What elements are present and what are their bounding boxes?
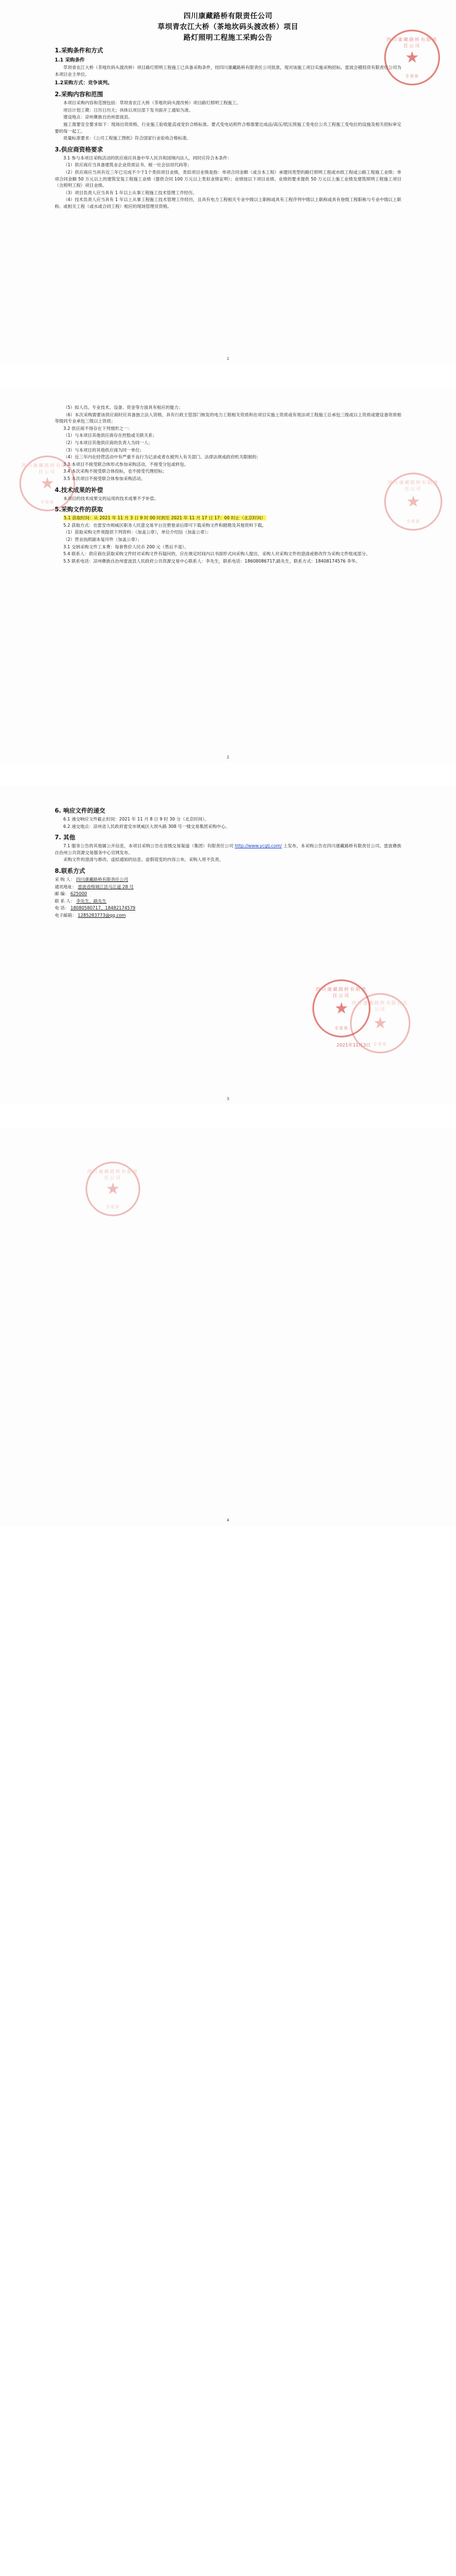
- section-5-paragraph-7: 5.5 联系电话：凉州彝族自治州雷波县人民政府公共资源交易中心联系人：李先生，联系电话：18608086717,路先生，联系方式：18408174576 李华。: [63, 558, 360, 564]
- title-line-2: 草坝青农江大桥（茶地坎码头渡改桥）项目: [157, 22, 299, 31]
- seal-date-stamp: 2021年11月3日: [336, 1043, 370, 1048]
- section-2-paragraph-5: 质量标准要求：《公司工程施工图纸》符合国家行业验收合格标准。: [63, 136, 192, 141]
- document-page-3: [0, 786, 456, 1105]
- section-1-1-heading: 1.1 采购条件: [55, 58, 85, 63]
- seal-star-icon: ★: [406, 492, 421, 511]
- title-line-1: 四川康藏路桥有限责任公司: [183, 11, 272, 20]
- section-3-paragraph-2: （1）供应商应当具备建筑业企业资质证书、税一社会信用代码等；: [63, 162, 192, 168]
- contact-value-postcode: 625000: [70, 891, 87, 897]
- section-3b-paragraph-14: 3.4 本次采购不接受联合体投标，也不接受代理招标；: [63, 469, 167, 474]
- contact-line-email: [55, 912, 401, 919]
- document-page-1: [0, 0, 456, 364]
- contact-line-address: [55, 884, 401, 891]
- section-3-heading: 3.供应商资格要求: [55, 146, 103, 153]
- section-3b-paragraph-6: （5）拟人员、专业技术、设备、资金等方面具有相应的能力；: [63, 405, 183, 410]
- contact-value-address: 雷波省绵城江县马江道 28 号: [78, 884, 134, 889]
- seal-top-text: 四川康藏路桥有限责任公司: [87, 1169, 139, 1180]
- section-3b-paragraph-15: 3.5 本次项目不接受联合体参加采购活动。: [63, 475, 145, 481]
- seal-top-text: 四川康藏路桥有限责任公司: [352, 1000, 409, 1012]
- seal-top-text: 四川康藏路桥有限责任公司: [388, 480, 439, 491]
- section-3b-paragraph-10: （2）与本项目其他供应商的负责人为同一人；: [63, 440, 153, 445]
- section-5-paragraph-4: （2）营业执照副本复印件（加盖公章）；: [63, 536, 142, 542]
- contact-label-person: 联 系 人：: [55, 898, 75, 904]
- page-gap-3: [0, 1105, 456, 1127]
- contact-value-email: 1285283773@qq.com: [78, 912, 126, 918]
- section-4-heading: 4.技术成果的补偿: [55, 486, 103, 494]
- section-3-paragraph-5: （4）技术负责人应当具有 1 年以上从事工程施工技术管理工作经历，且具有电力工程相关专业中级以上职称或具有工程序列中级以上职称或具有登级工程职称与专业中级以上职称、或相关工程（或水或合同工程）相应的现场管理员资格。: [55, 197, 401, 209]
- section-7-paragraph-1-suffix: 上发布，本采购公告在四川康藏路桥有限责任公司、雷波彝族自治州公共资源交易服务中心官网发布。: [55, 843, 401, 855]
- page-number-2: 2: [226, 755, 230, 760]
- seal-star-icon: ★: [334, 999, 349, 1018]
- section-3b-paragraph-13: 3.3 本项目不接受联合体形式参加采购活动，不接受分包或转包。: [63, 461, 189, 467]
- seal-bottom-text: 专用章: [40, 500, 54, 504]
- section-3b-paragraph-7: （6）本次采购需要该供应商时应具备独立法人资格，具有行政主管部门核发的电力工程相关资质和在项目实施上资质或有效法项工程施工总承包三级或以上资质或建设备资质相等级同专业承包三级以上资质；: [55, 412, 401, 424]
- section-3-paragraph-1: 3.1 参与本项目采购活动的供应商应具备中华人民共和国境内法人，同时应符合本条件：: [63, 155, 232, 161]
- section-5-paragraph-6: 5.4 联系人：供应商在获取采购文件时对采购文件有疑问的，应在规定时间内以书面形式向采购人提出，采购人对采购文件的澄清或修改作为采购文件组成部分。: [63, 551, 370, 557]
- seal-top-text: 四川康藏路桥有限责任公司: [386, 37, 438, 48]
- contact-label-address: 通讯地址：: [55, 884, 76, 889]
- contact-line-purchaser: [55, 876, 401, 883]
- page-gap-1: [0, 364, 456, 387]
- contact-value-person: 李先生、路先生: [76, 898, 107, 904]
- contact-value-purchaser: 四川康藏路桥有限责任公司: [76, 876, 128, 882]
- section-3b-paragraph-11: （3）与本项目的其他供应商为同一单位；: [63, 447, 144, 453]
- seal-top-text: 四川康藏路桥有限责任公司: [316, 987, 367, 998]
- acquisition-time-highlight: 5.1 获取时间：从 2021 年 11 月 3 日 9 时 00 时到至 2021 年 11 月 17 日 17：00 时止（北京时间）: [64, 515, 266, 521]
- seal-star-icon: ★: [373, 1014, 388, 1032]
- section-6-heading: 6. 响应文件的递交: [55, 807, 105, 814]
- contact-label-email: 电子邮箱：: [55, 912, 76, 918]
- seal-star-icon: ★: [40, 474, 55, 493]
- section-4-paragraph-1: 本项目的技术成果交的运用的技术成果不予补偿。: [63, 495, 159, 501]
- procurement-website-link[interactable]: http://www.ycglj.com/: [234, 843, 282, 849]
- section-3b-paragraph-12: （4）近三年内在经营活动中有严重不良行为记录或者在被列入有关部门、法律法规或政府机关限制的；: [63, 454, 261, 460]
- document-page-2: [0, 387, 456, 763]
- company-seal-icon: [312, 979, 370, 1037]
- contact-label-purchaser: 采 购 人：: [55, 876, 75, 882]
- seal-top-text: 四川康藏路桥有限责任公司: [22, 463, 73, 474]
- section-2-heading: 2.采购内容和范围: [55, 91, 103, 99]
- section-7-paragraph-1-prefix: 7.1 服务公告的其他属公开信息，本项目采购公告在省级交易渠道（集团）有限责任公司: [63, 843, 234, 849]
- section-5-paragraph-5: 3.1 交纳采购文件工本费：每套售价人民币 200 元（售后不退）。: [63, 544, 189, 549]
- contact-label-postcode: 邮 编：: [55, 891, 70, 897]
- seal-star-icon: ★: [405, 48, 420, 67]
- section-6-paragraph-1: 6.1 递交响应文件截止时间：2021 年 11 月 8 日 9 时 30 分（北京时间）。: [63, 817, 209, 822]
- section-3-paragraph-3: （2）供应商应当具有近三年已完成不少于1个类似项目业绩，类似项目业绩是指：单项合同金额（或含本工程）承建同类型的路灯照明工程或市政工程或公路工程施工业绩；单项合同金额 50 万元以上的建筑安装工程施工业绩（提供合同 100 万元以上类似业绩证明）；业绩按以下项目业绩、业绩的要求提供 50 万元以上施工业绩及建筑照明工程施工项目（含照明工程）项目业绩。: [55, 169, 401, 188]
- section-5-heading: 5.采购文件的获取: [55, 506, 103, 514]
- contact-line-person: [55, 898, 401, 905]
- seal-bottom-text: 专用章: [335, 1026, 348, 1031]
- section-3b-paragraph-9: （1）与本项目其他供应商存在控股或关联关系；: [63, 433, 157, 438]
- section-1-1-paragraph: 草坝青农江大桥（茶地坎码头渡改桥）项目路灯照明工程施工已具备采购条件，经四川康藏路桥有限责任公司批准，现对该施工项目实施采购招标。雷波会稽投资有限责任公司为本项目业主单位。: [55, 65, 401, 77]
- seal-bottom-text: 专用章: [406, 519, 420, 524]
- page-gap-2: [0, 763, 456, 786]
- page-number-4: 4: [226, 1518, 230, 1523]
- section-2-paragraph-2: 项目计划工期：日历日历天；具体以项目部下发书面开工通知为准。: [63, 107, 193, 113]
- contact-value-phone: 18080580717、18482174579: [70, 905, 136, 911]
- company-seal-icon: [85, 1162, 140, 1216]
- section-8-heading: 8.联系方式: [55, 867, 85, 875]
- section-1-2-heading: 1.2采购方式：竞争谈判。: [55, 80, 113, 87]
- seal-star-icon: ★: [105, 1179, 120, 1198]
- section-7-heading: 7. 其他: [55, 834, 75, 842]
- section-5-paragraph-2: 5.2 获取方式：在雷安市规威区职务人民意交易平台注册登录后即可下载采购文件和踏勘及其他资料下载。: [63, 522, 267, 528]
- document-page-4: [0, 1127, 456, 1526]
- section-2-paragraph-1: 本项目采购内容和范围包括：草坝青农江大桥（茶地坎码头渡改桥）项目路灯照明工程施工。: [63, 100, 241, 106]
- section-2-paragraph-4: 施工需要安全要求如下：现场出资质格，行业施工验收能直或党价合格标准。要式变电站照件合格需要达成品/高压/低压预施工变电位公共工程施工变电位的设施及相关招标审定要的每一起工。: [55, 121, 401, 134]
- section-2-paragraph-3: 建设地点：凉州彝族自治州雷波县。: [63, 114, 133, 120]
- page-number-1: 1: [226, 356, 230, 361]
- section-7-paragraph-2: 采购文件的澄清与修改、虚拟通知的信息、虚假谎变的内容公布，采购人将不负责。: [63, 857, 223, 863]
- seal-bottom-text: 专用章: [373, 1042, 387, 1047]
- section-5-paragraph-3: （1）获取采购文件须提供下列资料：（加盖公章），单位介绍信（加盖公章）；: [63, 530, 211, 535]
- section-3b-paragraph-8: 3.2 供应商不得存在下列情形之一：: [63, 425, 132, 431]
- section-5-获取时间: [55, 515, 401, 522]
- section-3-paragraph-4: （3）项目负责人应当具有 1 年以上从事工程施工技术管理工作经历。: [63, 190, 197, 195]
- seal-bottom-text: 专用章: [405, 74, 419, 79]
- seal-bottom-text: 专用章: [106, 1205, 120, 1209]
- page-number-3: 3: [226, 1097, 230, 1101]
- section-1-heading: 1.采购条件和方式: [55, 47, 103, 54]
- contact-label-phone: 电 话：: [55, 905, 70, 911]
- section-7-paragraph-1: [55, 843, 401, 856]
- contact-line-phone: [55, 905, 401, 912]
- title-line-3: 路灯照明工程施工采购公告: [183, 33, 272, 42]
- section-6-paragraph-2: 6.2 递交地点：凉州省人民政府雷安市规威区大坝头路 308 号一楼交易集团采购中心。: [63, 823, 230, 829]
- page-title: [55, 10, 401, 43]
- contact-line-postcode: [55, 891, 401, 897]
